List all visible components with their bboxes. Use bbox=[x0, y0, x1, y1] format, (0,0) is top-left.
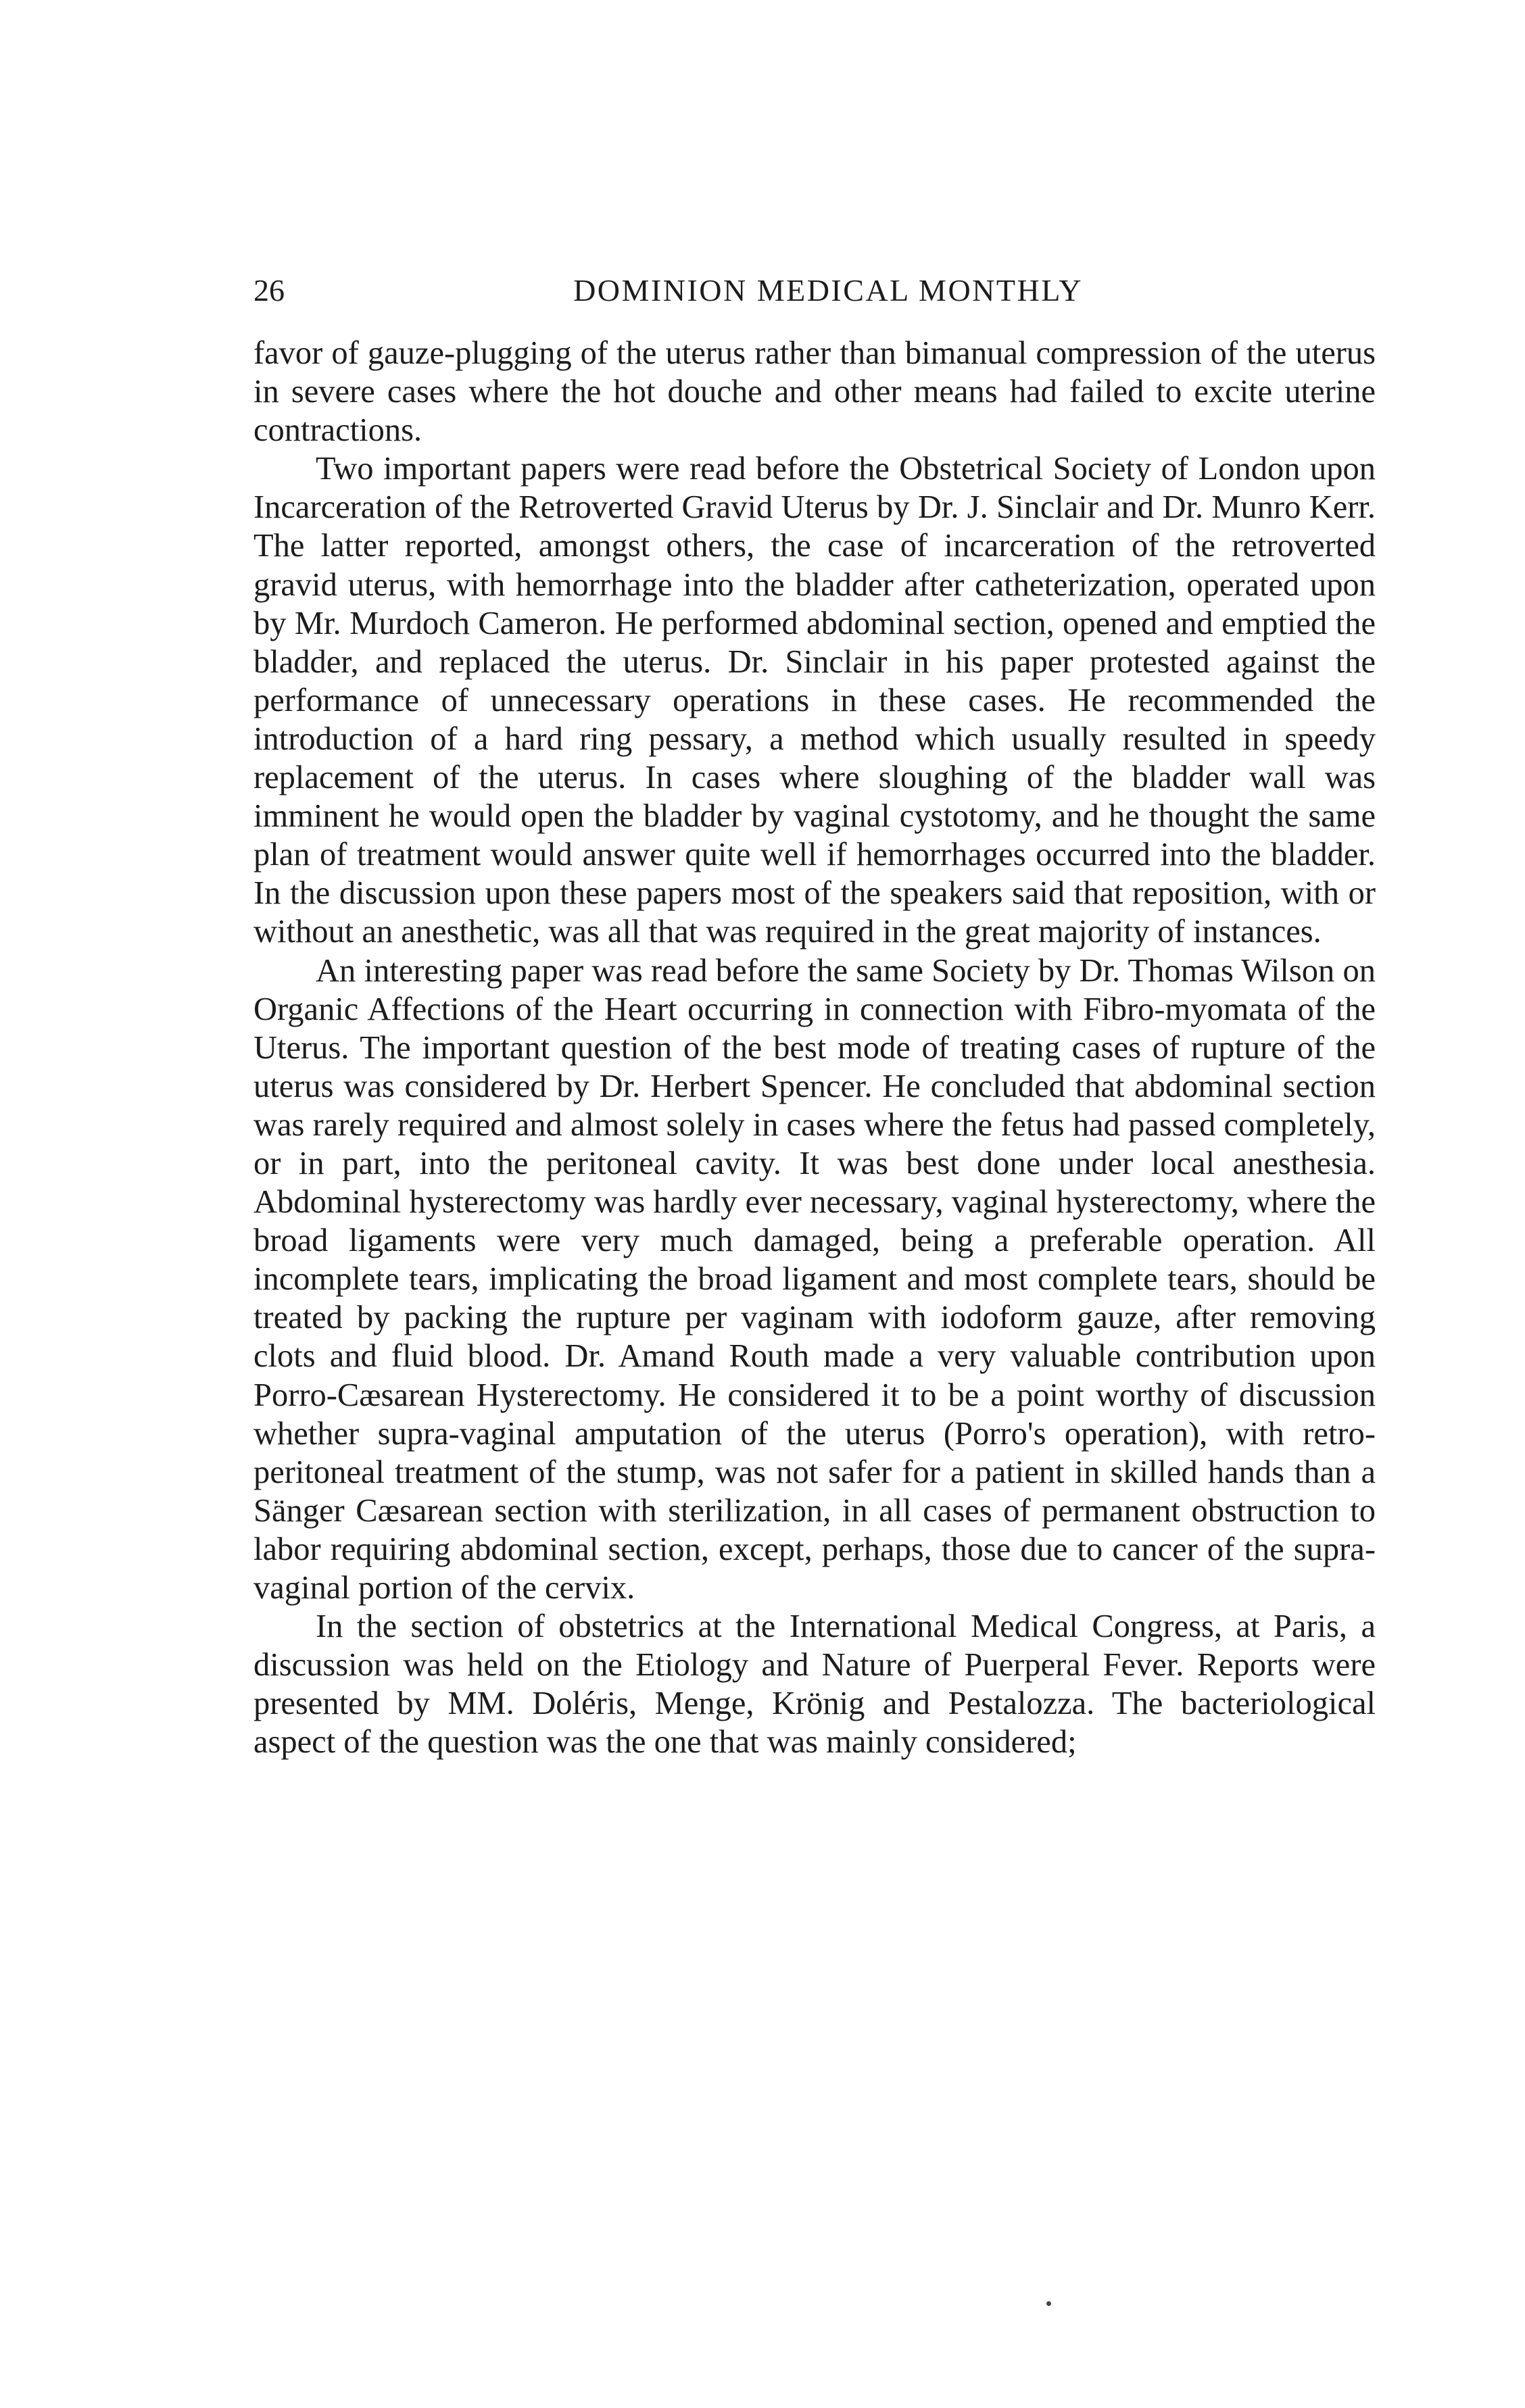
paragraph-rupture-of-uterus: An interesting paper was read before the same Society by Dr. Thomas Wilson on Organic Affections of the Heart occurring in connection with Fibro-myomata of the Uterus. The important question of the best mode of treating cases of rupture of the uterus was considered by Dr. Herbert Spencer. He concluded that abdominal section was rarely required and almost solely in cases where the fetus had passed completely, or in part, into the peritoneal cavity. It was best done under local anesthesia. Abdominal hysterectomy was hardly ever necessary, vaginal hysterectomy, where the broad ligaments were very much damaged, being a preferable operation. All incomplete tears, implicating the broad ligament and most complete tears, should be treated by packing the rupture per vaginam with iodoform gauze, after removing clots and fluid blood. Dr. Amand Routh made a very valuable contribution upon Porro-Cæsarean Hysterectomy. He considered it to be a point worthy of discussion whether supra-vaginal amputation of the uterus (Porro's operation), with retro-peritoneal treatment of the stump, was not safer for a patient in skilled hands than a Sänger Cæsarean section with sterilization, in all cases of permanent obstruction to labor requiring abdominal section, except, perhaps, those due to cancer of the supra-vaginal portion of the cervix. bbox=[253, 952, 1376, 1606]
print-speck bbox=[1046, 2301, 1051, 2306]
paragraph-retroverted-uterus: Two important papers were read before the Obstetrical Society of London upon Incarceration of the Retroverted Gravid Uterus by Dr. J. Sinclair and Dr. Munro Kerr. The latter reported, amongst others, the case of incarceration of the retroverted gravid uterus, with hemorrhage into the bladder after catheterization, operated upon by Mr. Murdoch Cameron. He performed abdominal section, opened and emptied the bladder, and replaced the uterus. Dr. Sinclair in his paper protested against the performance of unnecessary operations in these cases. He recommended the introduction of a hard ring pessary, a method which usually resulted in speedy replacement of the uterus. In cases where sloughing of the bladder wall was imminent he would open the bladder by vaginal cystotomy, and he thought the same plan of treatment would answer quite well if hemorrhages occurred into the bladder. In the discussion upon these papers most of the speakers said that reposition, with or without an anesthetic, was all that was required in the great majority of instances. bbox=[253, 451, 1376, 950]
article-body bbox=[253, 334, 1376, 1761]
paragraph-puerperal-fever: In the section of obstetrics at the International Medical Congress, at Paris, a discussion was held on the Etiology and Nature of Puerperal Fever. Reports were presented by MM. Doléris, Menge, Krönig and Pestalozza. The bacteriological aspect of the question was the one that was mainly considered; bbox=[253, 1608, 1376, 1761]
page-number: 26 bbox=[253, 273, 285, 308]
journal-title: DOMINION MEDICAL MONTHLY bbox=[573, 273, 1083, 308]
running-header bbox=[253, 267, 1376, 314]
paragraph-continuation: favor of gauze-plugging of the uterus rather than bimanual compression of the uterus in severe cases where the hot douche and other means had failed to excite uterine contractions. bbox=[253, 335, 1376, 449]
